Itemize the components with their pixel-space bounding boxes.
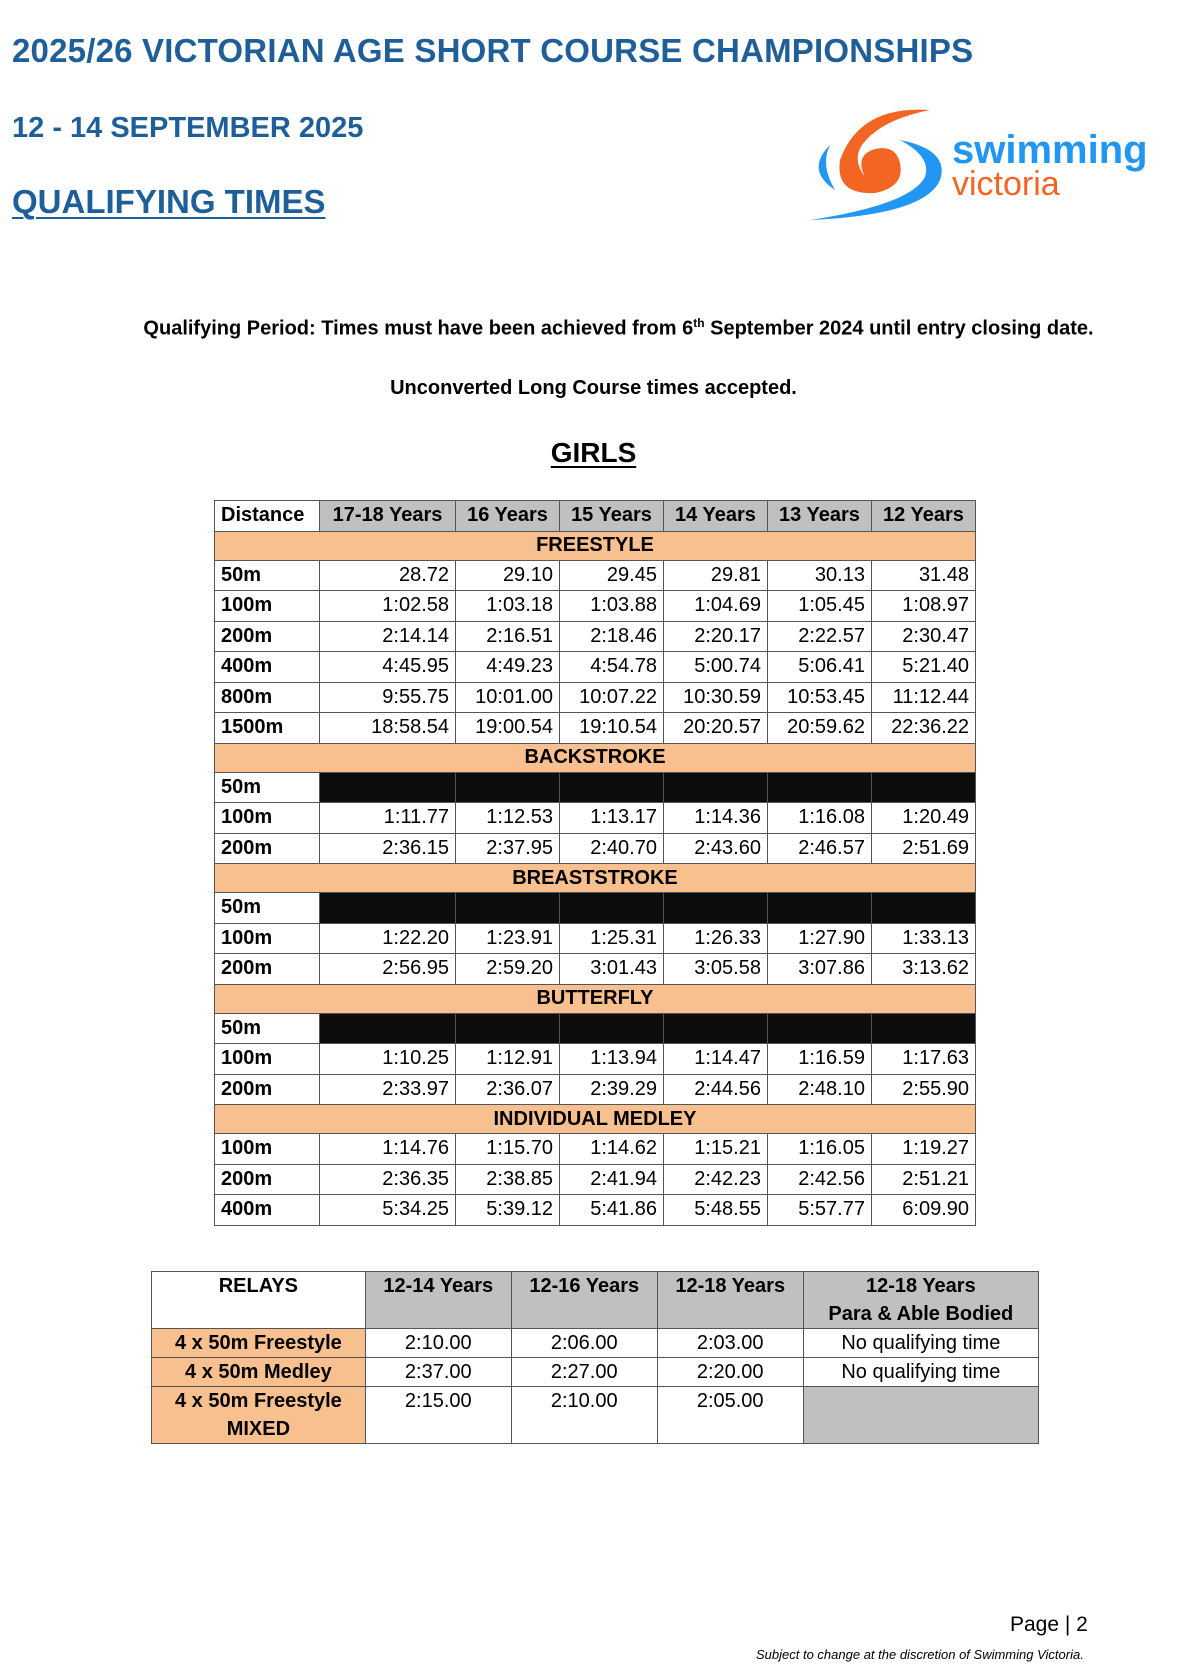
time-cell: 5:57.77 xyxy=(767,1195,871,1226)
relay-event-line: MIXED xyxy=(226,1418,291,1440)
relay-row xyxy=(152,1329,1039,1358)
time-cell: 2:55.90 xyxy=(871,1074,975,1105)
time-cell: 2:36.15 xyxy=(320,833,456,864)
blank-cell xyxy=(663,1013,767,1044)
time-cell: 11:12.44 xyxy=(871,682,975,713)
time-cell: 1:20.49 xyxy=(871,803,975,834)
relay-time-cell: No qualifying time xyxy=(803,1329,1038,1358)
time-cell: 19:00.54 xyxy=(456,713,560,744)
time-cell: 29.45 xyxy=(560,560,664,591)
time-cell: 2:46.57 xyxy=(767,833,871,864)
table-row xyxy=(215,560,976,591)
logo-text-victoria: victoria xyxy=(952,165,1060,203)
relay-age-header-line: 12-16 Years xyxy=(529,1275,640,1297)
relay-time-cell: No qualifying time xyxy=(803,1358,1038,1387)
blank-cell xyxy=(871,1013,975,1044)
time-cell: 10:01.00 xyxy=(456,682,560,713)
distance-cell: 50m xyxy=(215,1013,320,1044)
blank-cell xyxy=(320,1013,456,1044)
time-cell: 1:14.62 xyxy=(560,1134,664,1165)
time-cell: 20:20.57 xyxy=(663,713,767,744)
girls-qualifying-table xyxy=(214,500,976,1226)
time-cell: 2:42.23 xyxy=(663,1164,767,1195)
time-cell: 2:16.51 xyxy=(456,621,560,652)
time-cell: 2:44.56 xyxy=(663,1074,767,1105)
time-cell: 2:56.95 xyxy=(320,954,456,985)
time-cell: 5:21.40 xyxy=(871,652,975,683)
stroke-name: BREASTSTROKE xyxy=(215,864,976,893)
stroke-name: BUTTERFLY xyxy=(215,984,976,1013)
relay-time-cell: 2:37.00 xyxy=(365,1358,511,1387)
time-cell: 2:41.94 xyxy=(560,1164,664,1195)
table-row xyxy=(215,1164,976,1195)
blank-cell xyxy=(871,893,975,924)
time-cell: 5:06.41 xyxy=(767,652,871,683)
time-cell: 29.10 xyxy=(456,560,560,591)
distance-cell: 100m xyxy=(215,803,320,834)
relay-row xyxy=(152,1358,1039,1387)
blank-cell xyxy=(456,1013,560,1044)
time-cell: 2:38.85 xyxy=(456,1164,560,1195)
distance-cell: 50m xyxy=(215,772,320,803)
unconverted-note: Unconverted Long Course times accepted. xyxy=(390,377,797,399)
table-row xyxy=(215,713,976,744)
time-cell: 1:03.18 xyxy=(456,591,560,622)
table-row xyxy=(215,1013,976,1044)
distance-cell: 400m xyxy=(215,652,320,683)
relay-header-row xyxy=(152,1272,1039,1329)
age-group-header: 15 Years xyxy=(560,501,664,532)
relay-time-cell: 2:27.00 xyxy=(511,1358,657,1387)
relay-time-cell: 2:06.00 xyxy=(511,1329,657,1358)
relay-row xyxy=(152,1387,1039,1444)
distance-cell: 400m xyxy=(215,1195,320,1226)
relay-event-line: 4 x 50m Medley xyxy=(185,1361,332,1383)
time-cell: 10:53.45 xyxy=(767,682,871,713)
time-cell: 2:51.21 xyxy=(871,1164,975,1195)
relay-event xyxy=(152,1358,366,1387)
blank-cell xyxy=(803,1387,1038,1444)
time-cell: 1:02.58 xyxy=(320,591,456,622)
time-cell: 1:15.21 xyxy=(663,1134,767,1165)
time-cell: 2:30.47 xyxy=(871,621,975,652)
time-cell: 2:42.56 xyxy=(767,1164,871,1195)
time-cell: 31.48 xyxy=(871,560,975,591)
logo-text-swimming: swimming xyxy=(952,128,1148,172)
relay-event-line: 4 x 50m Freestyle xyxy=(175,1332,342,1354)
stroke-header-row xyxy=(215,984,976,1013)
time-cell: 3:13.62 xyxy=(871,954,975,985)
blank-cell xyxy=(560,772,664,803)
blank-cell xyxy=(767,772,871,803)
event-dates: 12 - 14 SEPTEMBER 2025 xyxy=(12,112,364,144)
relay-time-cell: 2:15.00 xyxy=(365,1387,511,1444)
blank-cell xyxy=(871,772,975,803)
time-cell: 30.13 xyxy=(767,560,871,591)
time-cell: 2:14.14 xyxy=(320,621,456,652)
time-cell: 4:54.78 xyxy=(560,652,664,683)
table-row xyxy=(215,621,976,652)
distance-cell: 100m xyxy=(215,1134,320,1165)
distance-header: Distance xyxy=(215,501,320,532)
time-cell: 3:05.58 xyxy=(663,954,767,985)
relay-age-header xyxy=(511,1272,657,1329)
page-number: Page | 2 xyxy=(1010,1613,1088,1636)
section-title-girls: GIRLS xyxy=(550,437,637,468)
document-title: 2025/26 VICTORIAN AGE SHORT COURSE CHAMPIONSHIPS xyxy=(12,32,974,69)
time-cell: 1:13.94 xyxy=(560,1044,664,1075)
time-cell: 1:04.69 xyxy=(663,591,767,622)
table-row xyxy=(215,772,976,803)
distance-cell: 100m xyxy=(215,591,320,622)
time-cell: 22:36.22 xyxy=(871,713,975,744)
relay-time-cell: 2:10.00 xyxy=(511,1387,657,1444)
time-cell: 2:40.70 xyxy=(560,833,664,864)
table-row xyxy=(215,893,976,924)
table-row xyxy=(215,652,976,683)
relay-event-line: 4 x 50m Freestyle xyxy=(175,1390,342,1412)
time-cell: 1:17.63 xyxy=(871,1044,975,1075)
time-cell: 1:11.77 xyxy=(320,803,456,834)
stroke-header-row xyxy=(215,1105,976,1134)
relay-event xyxy=(152,1387,366,1444)
relay-event xyxy=(152,1329,366,1358)
time-cell: 2:51.69 xyxy=(871,833,975,864)
table-row xyxy=(215,923,976,954)
distance-cell: 800m xyxy=(215,682,320,713)
relay-age-header-line: 12-14 Years xyxy=(383,1275,494,1297)
time-cell: 1:23.91 xyxy=(456,923,560,954)
time-cell: 3:07.86 xyxy=(767,954,871,985)
distance-cell: 100m xyxy=(215,1044,320,1075)
time-cell: 1:22.20 xyxy=(320,923,456,954)
table-row xyxy=(215,591,976,622)
blank-cell xyxy=(767,1013,871,1044)
distance-cell: 200m xyxy=(215,1164,320,1195)
relay-time-cell: 2:05.00 xyxy=(657,1387,803,1444)
distance-cell: 50m xyxy=(215,893,320,924)
time-cell: 5:00.74 xyxy=(663,652,767,683)
time-cell: 20:59.62 xyxy=(767,713,871,744)
distance-cell: 200m xyxy=(215,621,320,652)
time-cell: 2:48.10 xyxy=(767,1074,871,1105)
time-cell: 2:18.46 xyxy=(560,621,664,652)
time-cell: 2:37.95 xyxy=(456,833,560,864)
time-cell: 10:30.59 xyxy=(663,682,767,713)
relays-label: RELAYS xyxy=(152,1272,366,1329)
table-row xyxy=(215,682,976,713)
relay-age-header xyxy=(803,1272,1038,1329)
time-cell: 18:58.54 xyxy=(320,713,456,744)
table-row xyxy=(215,1195,976,1226)
time-cell: 5:34.25 xyxy=(320,1195,456,1226)
time-cell: 1:16.05 xyxy=(767,1134,871,1165)
stroke-name: FREESTYLE xyxy=(215,531,976,560)
time-cell: 1:33.13 xyxy=(871,923,975,954)
time-cell: 1:15.70 xyxy=(456,1134,560,1165)
time-cell: 4:45.95 xyxy=(320,652,456,683)
time-cell: 1:25.31 xyxy=(560,923,664,954)
stroke-header-row xyxy=(215,864,976,893)
relay-age-header xyxy=(365,1272,511,1329)
blank-cell xyxy=(560,1013,664,1044)
time-cell: 5:48.55 xyxy=(663,1195,767,1226)
time-cell: 1:12.53 xyxy=(456,803,560,834)
time-cell: 1:19.27 xyxy=(871,1134,975,1165)
time-cell: 10:07.22 xyxy=(560,682,664,713)
time-cell: 6:09.90 xyxy=(871,1195,975,1226)
time-cell: 2:36.35 xyxy=(320,1164,456,1195)
distance-cell: 200m xyxy=(215,954,320,985)
time-cell: 1:05.45 xyxy=(767,591,871,622)
blank-cell xyxy=(663,772,767,803)
distance-cell: 50m xyxy=(215,560,320,591)
time-cell: 1:14.47 xyxy=(663,1044,767,1075)
relay-age-header-line: Para & Able Bodied xyxy=(828,1303,1014,1325)
swimming-victoria-logo xyxy=(800,105,1160,235)
stroke-name: INDIVIDUAL MEDLEY xyxy=(215,1105,976,1134)
blank-cell xyxy=(456,893,560,924)
stroke-header-row xyxy=(215,531,976,560)
swirl-logo-icon xyxy=(800,105,1160,235)
qualifying-period-note xyxy=(25,316,1187,341)
time-cell: 1:08.97 xyxy=(871,591,975,622)
blank-cell xyxy=(560,893,664,924)
blank-cell xyxy=(320,772,456,803)
time-cell: 1:13.17 xyxy=(560,803,664,834)
time-cell: 19:10.54 xyxy=(560,713,664,744)
blank-cell xyxy=(456,772,560,803)
time-cell: 2:39.29 xyxy=(560,1074,664,1105)
relays-table xyxy=(151,1271,1039,1444)
age-group-header: 14 Years xyxy=(663,501,767,532)
time-cell: 2:59.20 xyxy=(456,954,560,985)
age-group-header: 16 Years xyxy=(456,501,560,532)
stroke-header-row xyxy=(215,743,976,772)
time-cell: 1:16.59 xyxy=(767,1044,871,1075)
time-cell: 3:01.43 xyxy=(560,954,664,985)
relay-age-header-line: 12-18 Years xyxy=(865,1275,976,1297)
time-cell: 1:10.25 xyxy=(320,1044,456,1075)
qualifying-period-text: Qualifying Period: Times must have been achieved from 6 xyxy=(143,317,694,340)
relay-time-cell: 2:20.00 xyxy=(657,1358,803,1387)
time-cell: 9:55.75 xyxy=(320,682,456,713)
time-cell: 2:43.60 xyxy=(663,833,767,864)
distance-cell: 100m xyxy=(215,923,320,954)
relay-time-cell: 2:03.00 xyxy=(657,1329,803,1358)
time-cell: 2:22.57 xyxy=(767,621,871,652)
relay-age-header xyxy=(657,1272,803,1329)
stroke-name: BACKSTROKE xyxy=(215,743,976,772)
table-header-row xyxy=(215,501,976,532)
time-cell: 1:26.33 xyxy=(663,923,767,954)
time-cell: 5:39.12 xyxy=(456,1195,560,1226)
qualifying-times-heading: QUALIFYING TIMES xyxy=(12,183,326,220)
blank-cell xyxy=(663,893,767,924)
time-cell: 28.72 xyxy=(320,560,456,591)
table-row xyxy=(215,1074,976,1105)
time-cell: 1:03.88 xyxy=(560,591,664,622)
distance-cell: 1500m xyxy=(215,713,320,744)
age-group-header: 17-18 Years xyxy=(320,501,456,532)
table-row xyxy=(215,833,976,864)
time-cell: 1:12.91 xyxy=(456,1044,560,1075)
table-row xyxy=(215,1134,976,1165)
table-row xyxy=(215,1044,976,1075)
time-cell: 1:14.36 xyxy=(663,803,767,834)
distance-cell: 200m xyxy=(215,833,320,864)
time-cell: 1:27.90 xyxy=(767,923,871,954)
disclaimer: Subject to change at the discretion of Swimming Victoria. xyxy=(756,1647,1084,1662)
relay-time-cell: 2:10.00 xyxy=(365,1329,511,1358)
distance-cell: 200m xyxy=(215,1074,320,1105)
qualifying-period-text-end: September 2024 until entry closing date. xyxy=(704,317,1094,340)
ordinal-suffix: th xyxy=(693,316,705,330)
age-group-header: 13 Years xyxy=(767,501,871,532)
age-group-header: 12 Years xyxy=(871,501,975,532)
relay-age-header-line: 12-18 Years xyxy=(675,1275,786,1297)
time-cell: 5:41.86 xyxy=(560,1195,664,1226)
time-cell: 4:49.23 xyxy=(456,652,560,683)
time-cell: 1:14.76 xyxy=(320,1134,456,1165)
time-cell: 2:33.97 xyxy=(320,1074,456,1105)
blank-cell xyxy=(320,893,456,924)
time-cell: 2:20.17 xyxy=(663,621,767,652)
time-cell: 2:36.07 xyxy=(456,1074,560,1105)
blank-cell xyxy=(767,893,871,924)
table-row xyxy=(215,954,976,985)
time-cell: 1:16.08 xyxy=(767,803,871,834)
table-row xyxy=(215,803,976,834)
time-cell: 29.81 xyxy=(663,560,767,591)
